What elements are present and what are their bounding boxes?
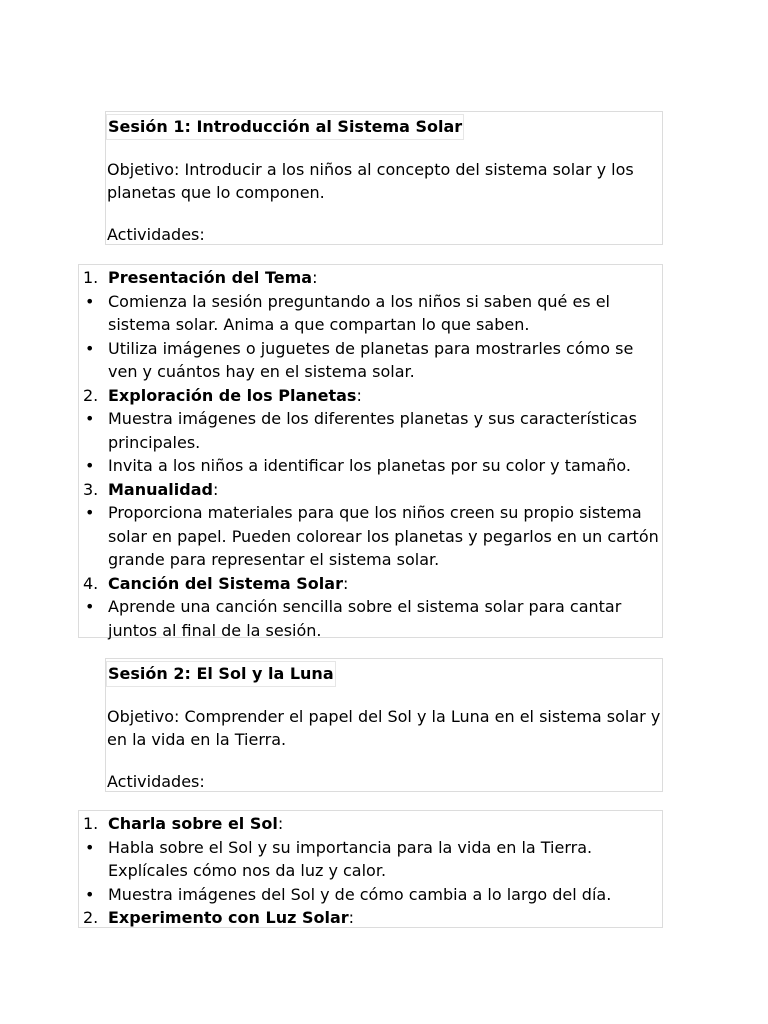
session-1-header (105, 111, 663, 245)
colon: : (342, 573, 349, 593)
bullet-item (79, 595, 662, 642)
session-2-objective: Objetivo: Comprender el papel del Sol y la Luna en el sistema solar y en la vida en la Tierra. (107, 706, 661, 749)
item-number: 2. (83, 385, 99, 405)
session-1-activities-label: Actividades: (107, 224, 205, 244)
item-number: 3. (83, 479, 99, 499)
bullet-text: Comienza la sesión preguntando a los niños si saben qué es el sistema solar. Anima a que compartan lo que saben. (108, 291, 610, 334)
bullet-glyph: • (85, 409, 95, 428)
bullet-glyph: • (85, 338, 95, 358)
bullet-item (79, 337, 662, 384)
item-number: 1. (83, 268, 99, 287)
item-title: Presentación del Tema (108, 268, 313, 287)
session-1-title: Sesión 1: Introducción al Sistema Solar (106, 114, 464, 140)
bullet-item (79, 501, 662, 572)
list-item (79, 266, 662, 290)
list-item (79, 572, 662, 596)
list-item (79, 384, 662, 408)
bullet-item (79, 407, 662, 454)
bullet-glyph: • (85, 597, 95, 616)
bullet-glyph: • (85, 456, 95, 475)
list-item (79, 812, 662, 836)
bullet-glyph: • (85, 837, 95, 857)
bullet-item (79, 883, 662, 907)
session-1-activity-list (78, 264, 663, 638)
item-number: 2. (83, 908, 99, 927)
session-2-title: Sesión 2: El Sol y la Luna (106, 661, 336, 687)
colon: : (277, 814, 284, 833)
colon: : (356, 385, 362, 405)
item-title: Charla sobre el Sol (108, 814, 278, 833)
item-title: Exploración de los Planetas (108, 385, 357, 405)
session-2-header (105, 658, 663, 792)
bullet-text: Invita a los niños a identificar los planetas por su color y tamaño. (108, 456, 631, 475)
item-title: Manualidad (108, 479, 213, 499)
bullet-item (79, 454, 662, 478)
item-title: Experimento con Luz Solar (108, 908, 349, 927)
colon: : (312, 268, 318, 287)
colon: : (212, 479, 219, 499)
bullet-text: Utiliza imágenes o juguetes de planetas para mostrarles cómo se ven y cuántos hay en el sistema solar. (108, 338, 634, 381)
bullet-item (79, 836, 662, 883)
bullet-text: Muestra imágenes del Sol y de cómo cambia a lo largo del día. (108, 884, 612, 904)
bullet-item (79, 290, 662, 337)
bullet-glyph: • (85, 503, 95, 522)
list-item (79, 906, 662, 930)
bullet-text: Aprende una canción sencilla sobre el sistema solar para cantar juntos al final de la sesión. (108, 597, 622, 640)
bullet-text: Proporciona materiales para que los niños creen su propio sistema solar en papel. Pueden colorear los planetas y pegarlos en un cartón grande para representar el sistema solar. (108, 503, 659, 569)
bullet-text: Muestra imágenes de los diferentes planetas y sus características principales. (108, 409, 637, 452)
item-number: 1. (83, 814, 99, 833)
list-item (79, 478, 662, 502)
bullet-glyph: • (85, 291, 95, 311)
session-2-activities-label: Actividades: (107, 771, 205, 791)
session-1-objective: Objetivo: Introducir a los niños al concepto del sistema solar y los planetas que lo componen. (107, 159, 634, 202)
bullet-glyph: • (85, 884, 95, 904)
item-title: Canción del Sistema Solar (108, 573, 343, 593)
item-number: 4. (83, 573, 99, 593)
colon: : (348, 908, 355, 927)
bullet-text: Habla sobre el Sol y su importancia para la vida en la Tierra. Explícales cómo nos da luz y calor. (108, 837, 593, 880)
session-2-activity-list (78, 810, 663, 928)
